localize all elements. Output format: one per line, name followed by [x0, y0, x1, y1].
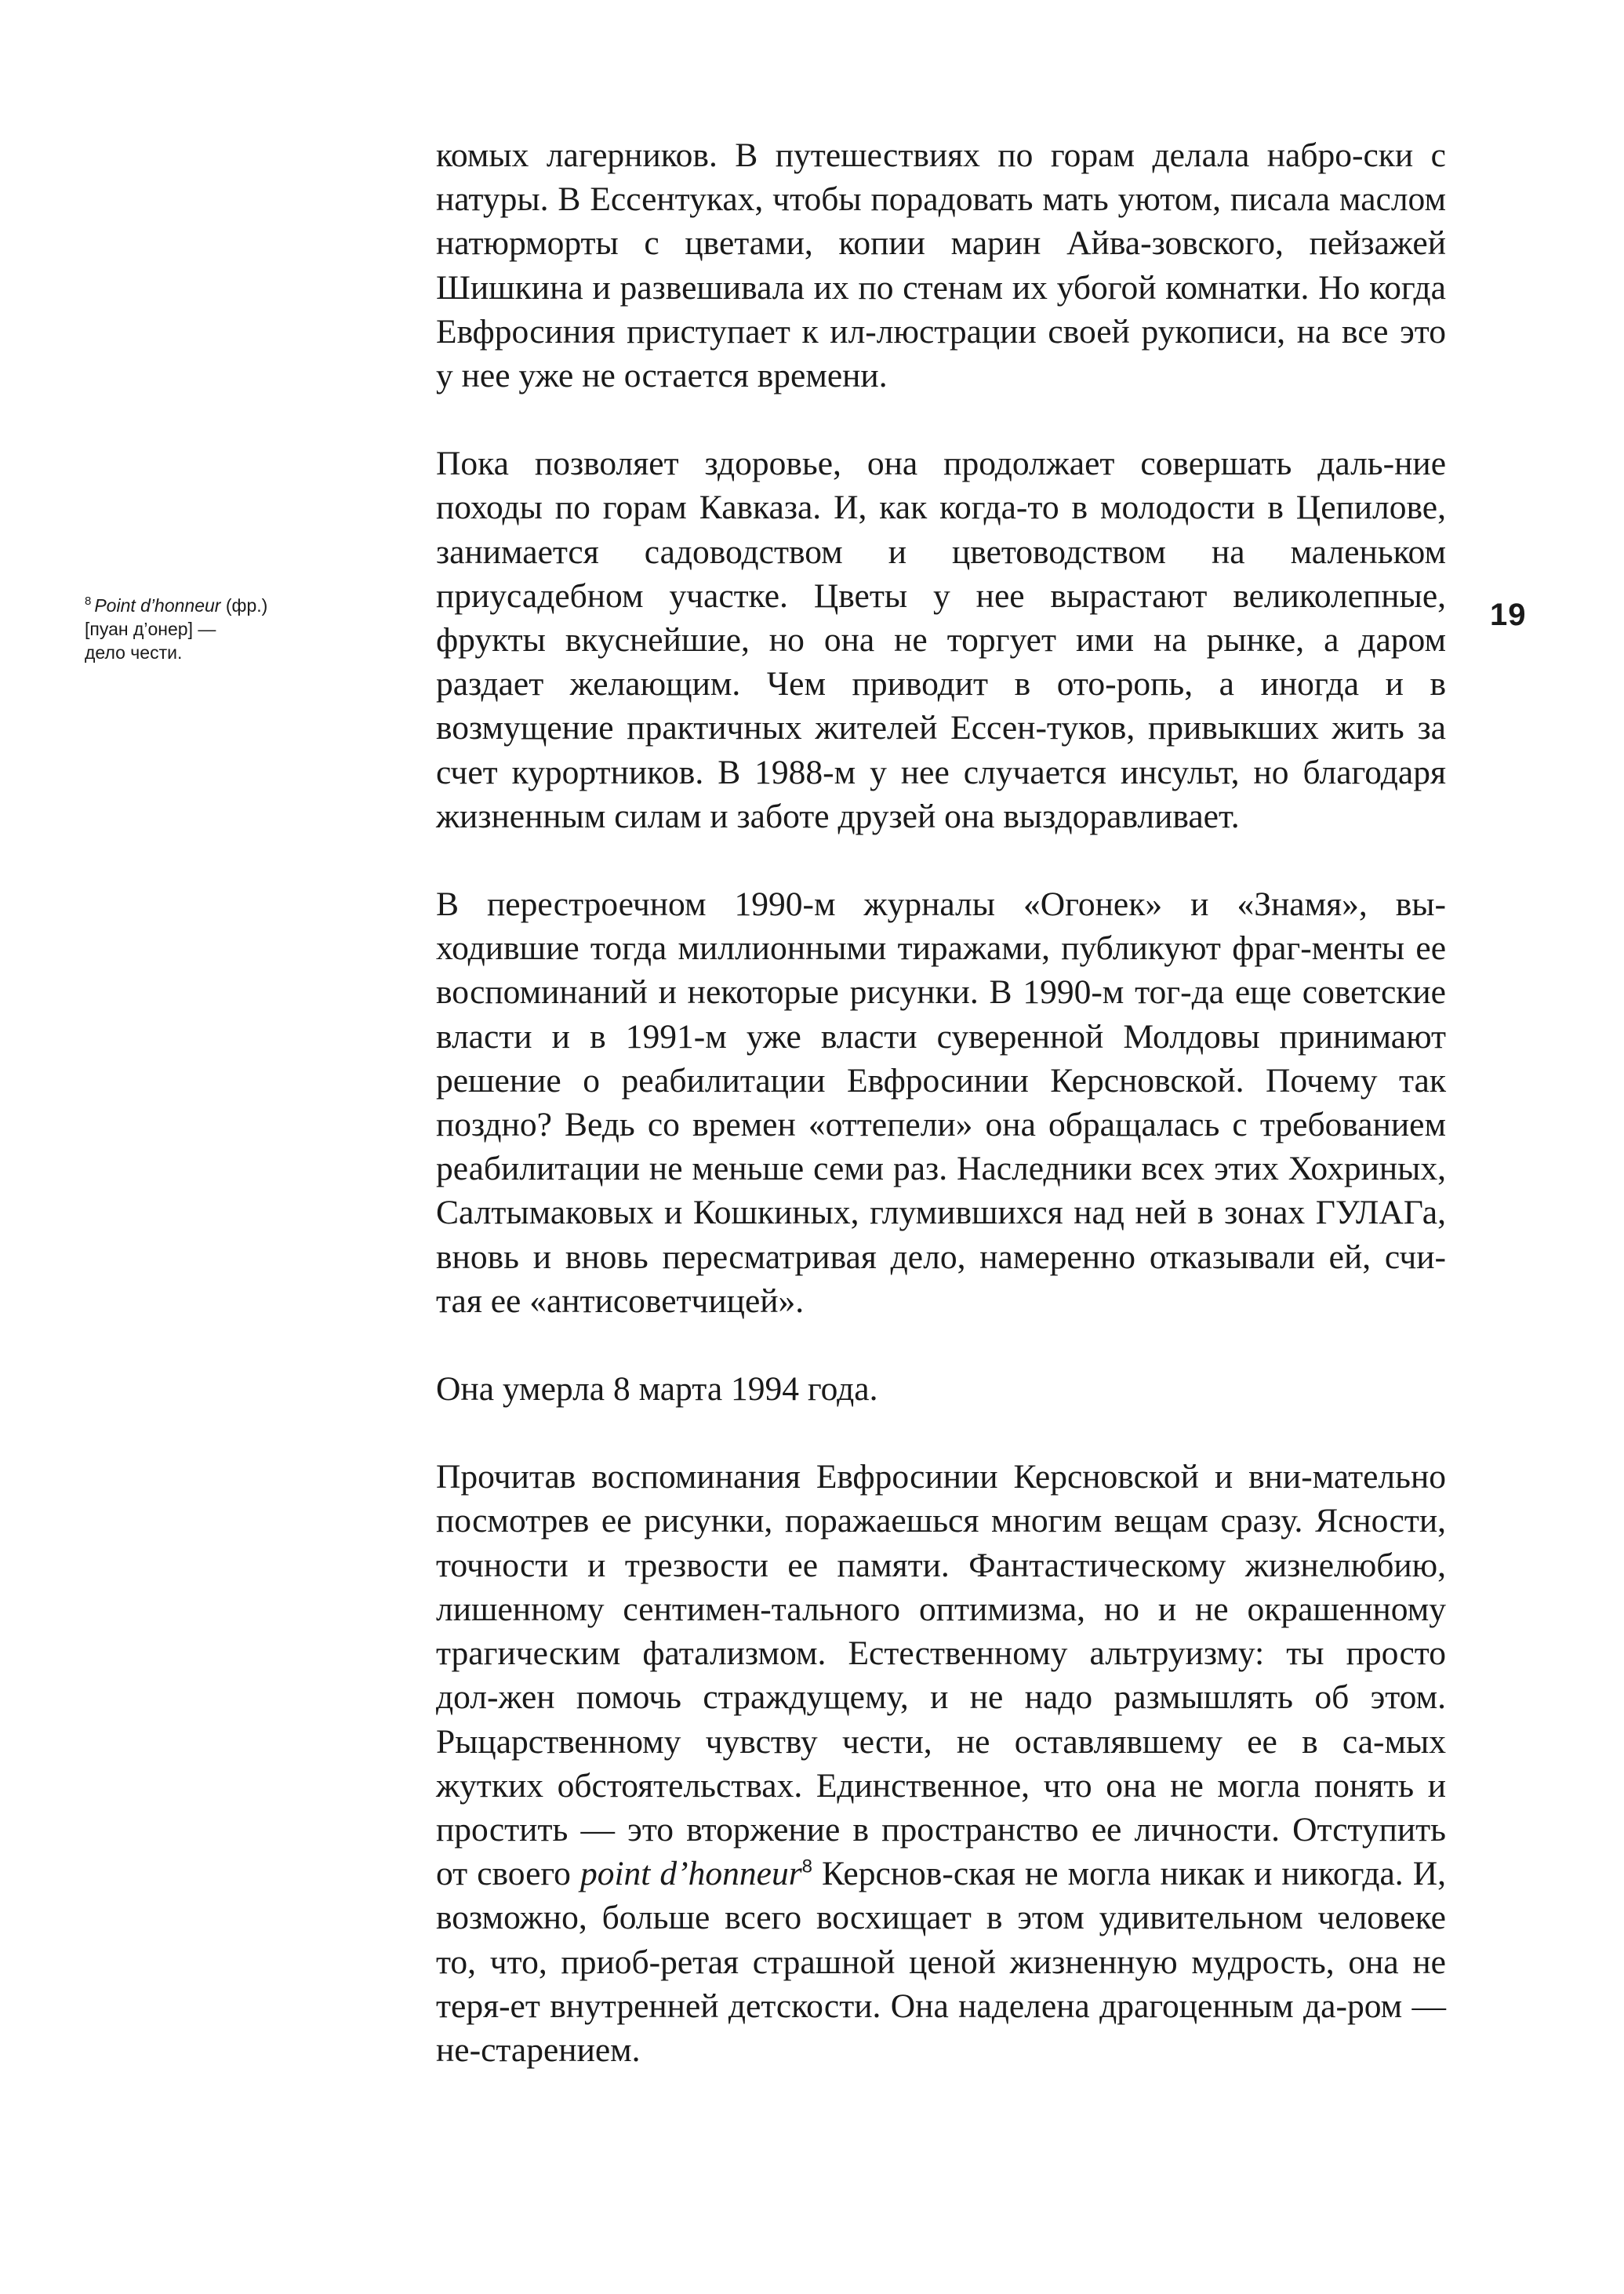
body-text [436, 133, 1446, 2072]
paragraph-5-part-1: Прочитав воспоминания Евфросинии Керсновской и вни-мательно посмотрев ее рисунки, поражаешься многим вещам сразу. Ясности, точности и трезвости ее памяти. Фантастическому жизнелюбию, лишенному сентимен-тального оптимизма, но и не окрашенному трагическим фатализмом. Естественному альтруизму: ты просто дол-жен помочь страждущему, и не надо размышлять об этом. Рыцарственному чувству чести, не оставлявшему ее в са-мых жутких обстоятельствах. Единственное, что она не могла понять и простить — это вторжение в пространство ее личности. Отступить от своего [436, 1458, 1446, 1893]
paragraph-4: Она умерла 8 марта 1994 года. [436, 1370, 878, 1409]
paragraph-2: Пока позволяет здоровье, она продолжает совершать даль-ние походы по горам Кавказа. И, как когда-то в молодости в Цепилове, занимается садоводством и цветоводством на маленьком приусадебном участке. Цветы у нее вырастают великолепные, фрукты вкуснейшие, но она не торгует ими на рынке, а даром раздает желающим. Чем приводит в ото-ропь, а иногда и в возмущение практичных жителей Ессен-туков, привыкших жить за счет курортников. В 1988-м у нее случается инсульт, но благодаря жизненным силам и заботе друзей она выздоравливает. [436, 445, 1446, 835]
footnote-translation: дело чести. [85, 642, 183, 663]
footnote-reference: 8 [801, 1856, 812, 1878]
footnote-pronunciation: [пуан д’онер] — [85, 619, 216, 639]
footnote-language: (фр.) [220, 595, 268, 616]
paragraph-5-term: point d’honneur [579, 1855, 802, 1893]
footnote [85, 594, 336, 664]
footnote-number: 8 [85, 594, 92, 609]
page-number: 19 [1490, 598, 1527, 632]
paragraph-3: В перестроечном 1990-м журналы «Огонек» и «Знамя», вы-ходившие тогда миллионными тиражами, публикуют фраг-менты ее воспоминаний и некоторые рисунки. В 1990-м тог-да еще советские власти и в 1991-м уже власти суверенной Молдовы принимают решение о реабилитации Евфросинии Керсновской. Почему так поздно? Ведь со времен «оттепели» она обращалась с требованием реабилитации не меньше семи раз. Наследники всех этих Хохриных, Салтымаковых и Кошкиных, глумившихся над ней в зонах ГУЛАГа, вновь и вновь пересматривая дело, намеренно отказывали ей, счи-тая ее «антисоветчицей». [436, 885, 1446, 1320]
paragraph-5 [436, 1455, 1446, 2072]
paragraph-5-part-2: Керснов-ская не могла никак и никогда. И, возможно, больше всего восхищает в этом удивительном человеке то, что, приоб-ретая страшной ценой жизненную мудрость, она не теря-ет внутренней детскости. Она наделена драгоценным да-ром — не-старением. [436, 1855, 1446, 2069]
footnote-term: Point d’honneur [94, 595, 221, 616]
paragraph-1: комых лагерников. В путешествиях по горам делала набро-ски с натуры. В Ессентуках, чтобы порадовать мать уютом, писала маслом натюрморты с цветами, копии марин Айва-зовского, пейзажей Шишкина и развешивала их по стенам их убогой комнатки. Но когда Евфросиния приступает к ил-люстрации своей рукописи, на все это у нее уже не остается времени. [436, 136, 1446, 395]
